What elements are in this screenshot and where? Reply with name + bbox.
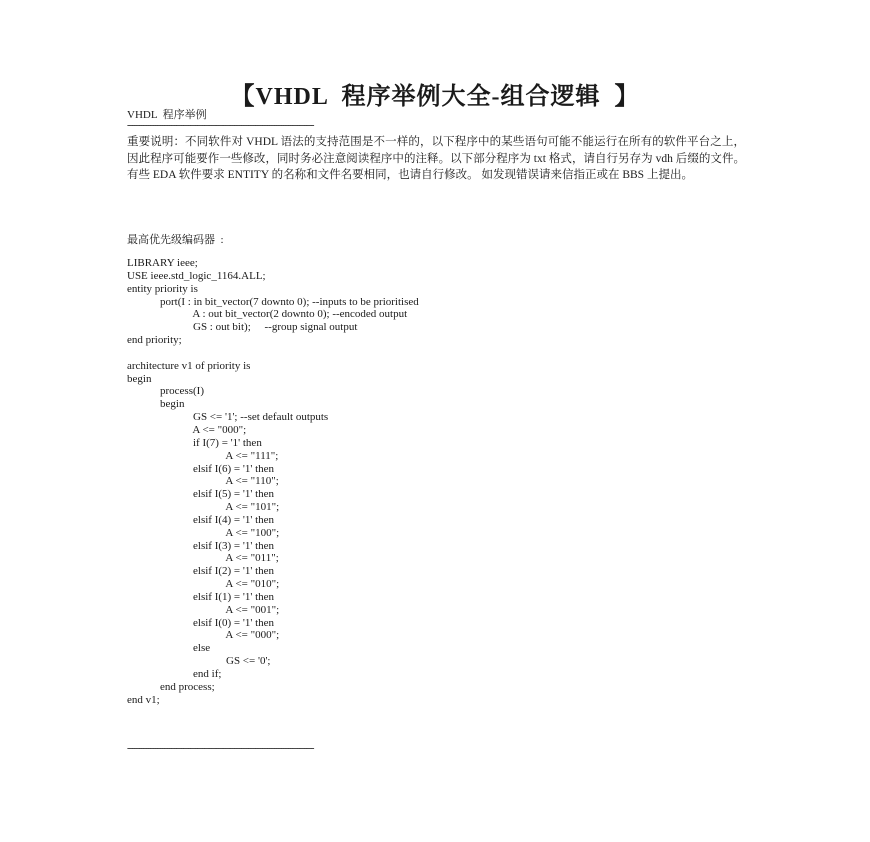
code-line: elsif I(3) = '1' then	[127, 539, 275, 552]
code-line: end process;	[127, 680, 215, 693]
code-line: end if;	[127, 668, 222, 680]
code-line: entity priority is	[127, 282, 198, 295]
code-line: A <= "110";	[127, 475, 279, 488]
code-line: A <= "010";	[127, 578, 280, 591]
top-divider-rule: --------------------------------------------------------------------------------	[127, 121, 314, 131]
code-line: if I(7) = '1' then	[127, 436, 262, 449]
bottom-divider-rule: --------------------------------------------------------------------------------	[127, 744, 314, 754]
important-note-paragraph: 重要说明：不同软件对 VHDL 语法的支持范围是不一样的，以下程序中的某些语句可能不能运行在所有的软件平台之上，因此程序可能要作一些修改，同时务必注意阅读程序中的注释。以下部分程序为 txt 格式，请自行另存为 vdh 后缀的文件。有些 EDA 软件要求 ENTITY 的名称和文件名要相同，也请自行修改。 如发现错误请来信指正或在 BBS 上提出。	[127, 136, 745, 181]
code-line: LIBRARY ieee;	[127, 257, 198, 269]
code-line: elsif I(5) = '1' then	[127, 488, 275, 501]
code-line: begin	[127, 398, 185, 411]
code-line: A <= "001";	[127, 603, 280, 616]
code-line: A : out bit_vector(2 downto 0); --encoded output	[127, 308, 408, 321]
document-title: 【VHDL 程序举例大全-组合逻辑 】	[230, 84, 640, 110]
code-line: elsif I(4) = '1' then	[127, 513, 275, 526]
section-heading-priority-encoder: 最高优先级编码器 :	[127, 234, 224, 246]
code-line: A <= "100";	[127, 526, 280, 539]
code-line: elsif I(6) = '1' then	[127, 462, 275, 475]
code-line: elsif I(1) = '1' then	[127, 590, 275, 603]
code-line: end v1;	[127, 693, 160, 706]
code-line: A <= "000";	[127, 629, 280, 642]
code-line: A <= "101";	[127, 501, 280, 514]
code-line: elsif I(2) = '1' then	[127, 565, 275, 578]
code-line: process(I)	[127, 385, 204, 398]
code-line: GS <= '0';	[127, 655, 271, 668]
code-line: A <= "111";	[127, 449, 279, 462]
code-line: A <= "011";	[127, 552, 279, 565]
code-line: A <= "000";	[127, 423, 247, 436]
code-line: elsif I(0) = '1' then	[127, 616, 275, 629]
code-line: else	[127, 642, 211, 655]
code-line: USE ieee.std_logic_1164.ALL;	[127, 269, 266, 282]
code-line: end priority;	[127, 334, 182, 347]
code-line: begin	[127, 372, 152, 385]
code-line: port(I : in bit_vector(7 downto 0); --inputs to be prioritised	[127, 295, 419, 308]
code-line	[127, 347, 419, 360]
vhdl-code-listing	[127, 257, 419, 707]
code-line: architecture v1 of priority is	[127, 359, 251, 372]
code-line: GS <= '1'; --set default outputs	[127, 411, 329, 424]
document-subtitle: VHDL 程序举例	[127, 109, 207, 121]
code-line: GS : out bit); --group signal output	[127, 321, 358, 334]
